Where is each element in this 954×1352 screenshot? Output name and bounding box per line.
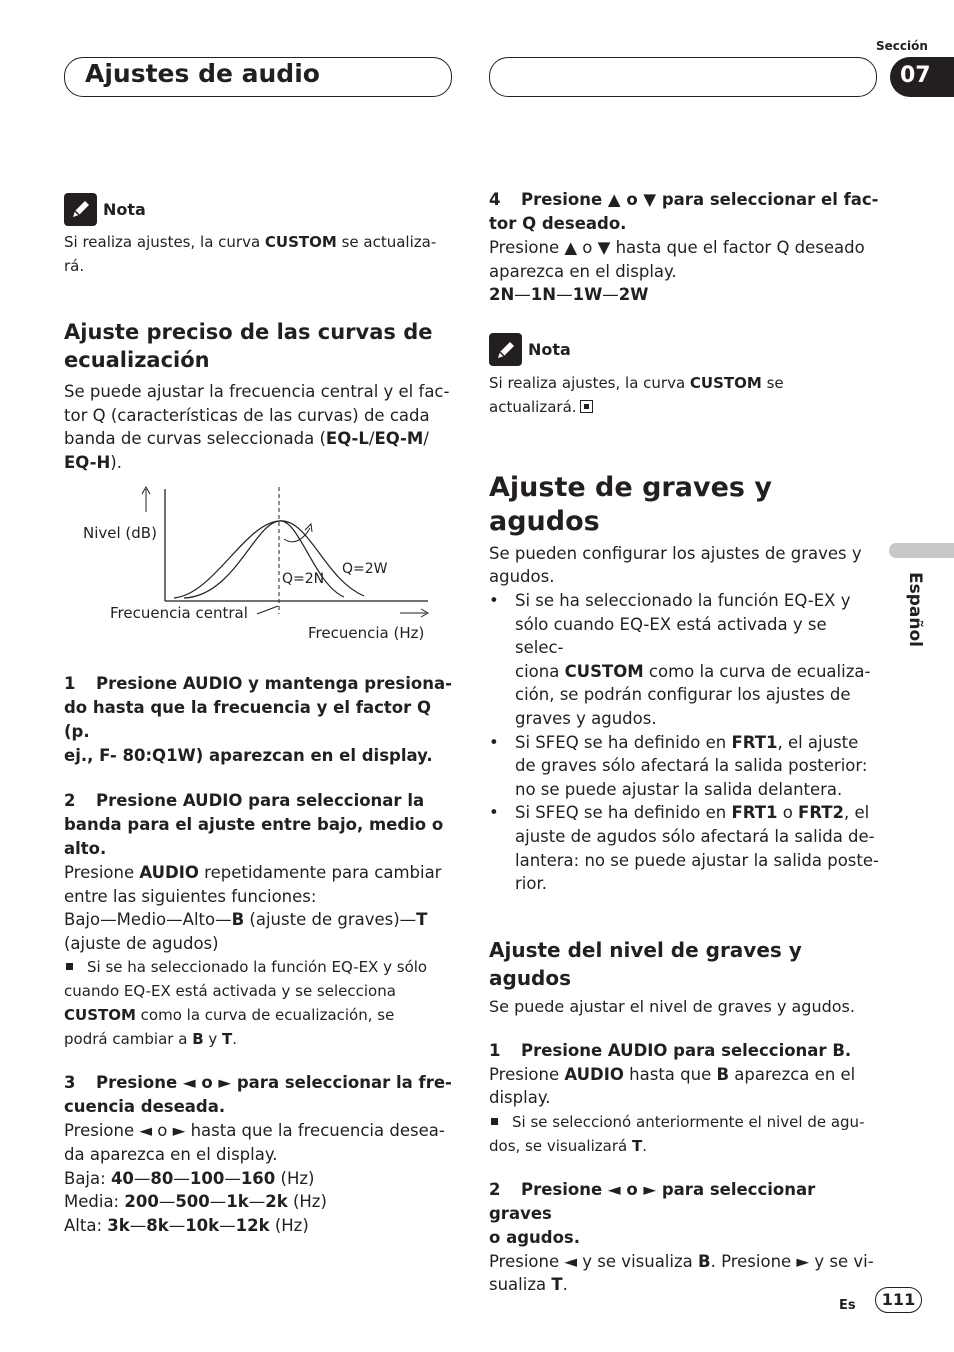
note-label: Nota (528, 340, 571, 360)
section-number: 07 (890, 57, 954, 97)
note-label: Nota (103, 199, 146, 219)
step-4-body: Presione ▲ o ▼ hasta que el factor Q deseado aparezca en el display. 2N—1N—1W—2W (489, 238, 865, 305)
step-4: 4 Presione ▲ o ▼ para seleccionar el fac- tor Q deseado. (489, 190, 879, 233)
step-3-body: Presione ◄ o ► hasta que la frecuencia desea- da aparezca en el display. Baja: 40—80—100—160 (Hz) Media: 200—500—1k—2k (Hz) Alta: 3k—8k—10k—12k (Hz) (64, 1121, 445, 1235)
bullet-item-3: • Si SFEQ se ha definido en FRT1 o FRT2, el ajuste de agudos sólo afectará la salida de- lantera: no se puede ajustar la salida poste- rior. (489, 803, 879, 894)
pencil-note-icon (64, 193, 97, 226)
left-steps (64, 672, 452, 1237)
step-2-note: Si se ha seleccionado la función EQ-EX y sólo cuando EQ-EX está activada y se selecciona CUSTOM como la curva de ecualización, se podrá cambiar a B y T. (64, 958, 428, 1049)
level-step-1: 1 Presione AUDIO para seleccionar B. (489, 1040, 852, 1060)
note-text-2: Si realiza ajustes, la curva CUSTOM se actualizará. (489, 373, 784, 416)
step-2: 2 Presione AUDIO para seleccionar la banda para el ajuste entre bajo, medio o alto. (64, 791, 444, 858)
q2w-label: Q=2W (342, 561, 388, 577)
left-column (64, 192, 452, 474)
page-title: Ajustes de audio (85, 59, 320, 88)
x-axis-label: Frecuencia (Hz) (308, 624, 425, 642)
level-step-2: 2 Presione ◄ o ► para seleccionar graves o agudos. (489, 1179, 816, 1247)
section-label: Sección (876, 39, 928, 53)
curve-wide (174, 521, 364, 598)
language-label: Español (905, 572, 925, 647)
level-step-1-body: Presione AUDIO hasta que B aparezca en el display. (489, 1064, 856, 1108)
step-3: 3 Presione ◄ o ► para seleccionar la fre- cuencia deseada. (64, 1073, 452, 1117)
level-step-2-body: Presione ◄ y se visualiza B. Presione ► y se vi- sualiza T. (489, 1251, 874, 1295)
center-frequency-label: Frecuencia central (110, 604, 248, 622)
header-right-pill (489, 57, 877, 97)
bullet-item-2: • Si SFEQ se ha definido en FRT1, el ajuste de graves sólo afectará la salida posterior: no se puede ajustar la salida delantera. (489, 732, 868, 799)
right-column (489, 188, 879, 1297)
eq-curve-diagram (64, 484, 452, 644)
note-header-2 (489, 333, 879, 367)
center-leader (257, 606, 278, 614)
square-bullet-icon (491, 1118, 498, 1125)
square-bullet-icon (66, 963, 73, 970)
bullet-item-1: • Si se ha seleccionado la función EQ-EX y sólo cuando EQ-EX está activada y se selec- ciona CUSTOM como la curva de ecualiza- ción, se podrán configurar los ajustes de graves y agudos. (489, 590, 871, 728)
section-heading-eq-fine: Ajuste preciso de las curvas de ecualización (64, 320, 433, 372)
pencil-note-icon (489, 333, 522, 366)
level-step-1-note: Si se seleccionó anteriormente el nivel de agu- dos, se visualizará T. (489, 1112, 865, 1155)
y-axis-label: Nivel (dB) (83, 524, 157, 542)
side-tab-marker (889, 543, 954, 558)
end-mark-icon (580, 400, 593, 413)
step-2-body: Presione AUDIO repetidamente para cambiar entre las siguientes funciones: Bajo—Medio—Alto—B (ajuste de graves)—T (ajuste de agudos) (64, 863, 442, 953)
section-heading-bass-treble: Ajuste de graves y agudos (489, 471, 772, 537)
level-intro: Se puede ajustar el nivel de graves y agudos. (489, 996, 855, 1016)
eq-intro: Se puede ajustar la frecuencia central y el fac- tor Q (características de las curvas) de cada banda de curvas seleccionada (EQ-L/EQ-M/ EQ-H). (64, 382, 450, 472)
bass-treble-intro: Se pueden configurar los ajustes de graves y agudos. (489, 543, 862, 587)
note-text: Si realiza ajustes, la curva CUSTOM se actualiza- rá. (64, 233, 437, 275)
note-header (64, 192, 452, 226)
section-heading-level: Ajuste del nivel de graves y agudos (489, 937, 802, 990)
footer-lang-code: Es (839, 1298, 856, 1313)
q2n-label: Q=2N (282, 571, 325, 587)
step-1: 1 Presione AUDIO y mantenga presiona- do hasta que la frecuencia y el factor Q (p. ej., F- 80:Q1W) aparezcan en el display. (64, 674, 452, 765)
page-number: 111 (875, 1287, 922, 1313)
